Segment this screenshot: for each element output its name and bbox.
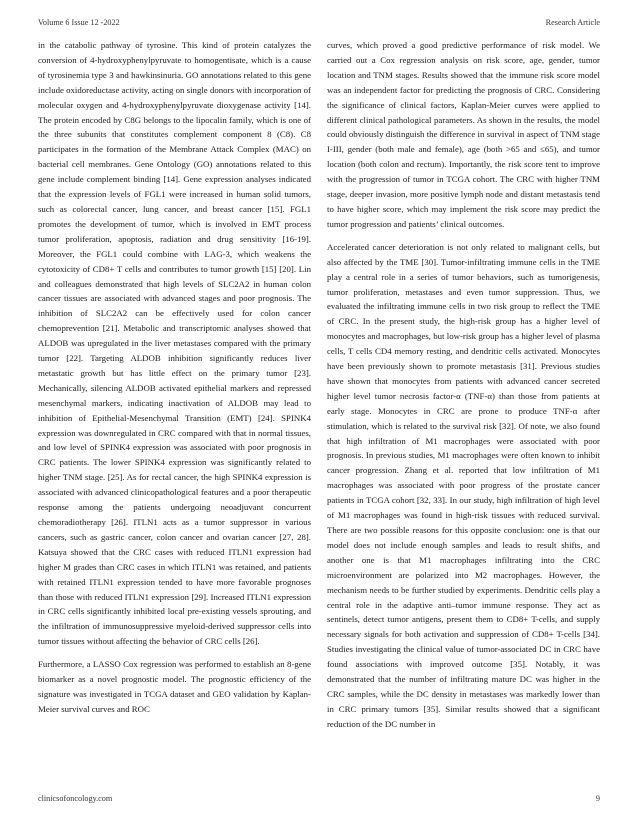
left-column bbox=[38, 38, 311, 725]
article-type: Research Article bbox=[545, 18, 600, 27]
right-paragraph-1: curves, which proved a good predictive performance of risk model. We carried out a Cox regression analysis on risk score, age, gender, tumor location and TNM stages. Results showed that the immune risk score model was an independent factor for predicting the prognosis of CRC. Considering the significance of clinical factors, Kaplan-Meier curves were applied to different clinical pathological parameters. As shown in the results, the model could obviously distinguish the difference in survival in aspect of TNM stage I-III, gender (both male and female), age (both >65 and ≤65), and tumor location (both colon and rectum). Importantly, the risk score tent to improve with the progression of tumor in TCGA cohort. The CRC with higher TNM stage, deeper invasion, more positive lymph node and distant metastasis tend to have higher score, which may implement the risk score may predict the tumor progression and patients’ clinical outcomes. bbox=[327, 40, 600, 229]
left-paragraph-2: Furthermore, a LASSO Cox regression was performed to establish an 8-gene biomarker as a novel prognostic model. The prognostic efficiency of the signature was investigated in TCGA dataset and GEO validation by Kaplan-Meier survival curves and ROC bbox=[38, 659, 311, 714]
page-number: 9 bbox=[595, 794, 600, 803]
page-header bbox=[38, 18, 600, 30]
right-paragraph-2: Accelerated cancer deterioration is not only related to malignant cells, but also affected by the TME [30]. Tumor-infiltrating immune cells in the TME play a central role in a series of tumor behaviors, such as tumorigenesis, tumor proliferation, metastases and even tumor suppression. Thus, we evaluated the infiltrating immune cells in two risk group to reflect the TME of CRC. In the present study, the high-risk group has a higher level of monocytes and macrophages, but low-risk group has a higher level of plasma cells, T cells CD4 memory resting, and dendritic cells activated. Monocytes have been previously shown to promote metastasis [31]. Previous studies have shown that monocytes from patients with advanced cancer secreted higher level tumor necrosis factor-α (TNF-α) than those from patients at early stage. Monocytes in CRC are prone to produce TNF-α after stimulation, which is related to the survival risk [32]. Of note, we also found that high infiltration of M1 macrophages were associated with poor prognosis. In previous studies, M1 macrophages were often known to inhibit cancer progression. Zhang et al. reported that low infiltration of M1 macrophages was associated with poor progress of the prostate cancer patients in TCGA cohort [32, 33]. In our study, high infiltration of high level of M1 macrophages was found in high-risk tissues with reduced survival. There are two possible reasons for this opposite conclusion: one is that our model does not include enough samples and leads to result shifts, and another one is that M1 macrophages infiltrating into the CRC microenvironment are polarized into M2 macrophages. However, the mechanism needs to be further studied by experiments. Dendritic cells play a central role in the adaptive anti–tumor immune response. They act as sentinels, detect tumor antigens, present them to CD8+ T-cells, and supply necessary signals for both activation and suppression of CD8+ T-cells [34]. Studies investigating the clinical value of tumor-associated DC in CRC have found associations with improved outcome [35]. Notably, it was demonstrated that the number of infiltrating mature DC was higher in the CRC samples, while the DC density in metastases was markedly lower than in CRC primary tumors [35]. Similar results showed that a significant reduction of the DC number in bbox=[327, 241, 600, 729]
volume-issue: Volume 6 Issue 12 -2022 bbox=[38, 18, 120, 27]
left-paragraph-1: in the catabolic pathway of tyrosine. This kind of protein catalyzes the conversion of 4-hydroxyphenylpyruvate to homogentisate, which is a cause of tyrosinemia type 3 and hawkinsinuria. GO annotations related to this gene include oxidoreductase activity, acting on single donors with incorporation of molecular oxygen and 4-hydroxyphenylpyruvate dioxygenase activity [14]. The protein encoded by C8G belongs to the lipocalin family, which is one of the three subunits that constitutes complement component 8 (C8). C8 participates in the formation of the Membrane Attack Complex (MAC) on bacterial cell membranes. Gene Ontology (GO) annotations related to this gene include complement binding [14]. Gene expression analyses indicated that the expression levels of FGL1 were increased in human solid tumors, such as colorectal cancer, lung cancer, and breast cancer [15]. FGL1 promotes the development of tumor, which is involved in EMT process tumor proliferation, apoptosis, radiation and drug sensitivity [16-19]. Moreover, the FGL1 could combine with LAG-3, which weakens the cytotoxicity of CD8+ T cells and contributes to tumor growth [15] [20]. Lin and colleagues demonstrated that high levels of SLC2A2 in human colon cancer tissues are associated with advanced stages and poor prognosis. The inhibition of SLC2A2 can be effectively used for colon cancer chemoprevention [21]. Metabolic and transcriptomic analyses showed that ALDOB was upregulated in the liver metastases compared with the primary tumor [22]. Targeting ALDOB inhibition significantly reduces liver metastatic growth but has little effect on the primary tumor [23]. Mechanically, silencing ALDOB activated epithelial markers and repressed mesenchymal markers, indicating inactivation of ALDOB may lead to inhibition of Epithelial-Mesenchymal Transition (EMT) [24]. SPINK4 expression was downregulated in CRC compared with that in normal tissues, and low level of SPINK4 expression was associated with poor prognosis in CRC patients. The lower SPINK4 expression was significantly related to higher TNM stage. [25]. As for rectal cancer, the high SPINK4 expression is associated with advanced clinicopathological features and a poor therapeutic response among the patients undergoing neoadjuvant concurrent chemoradiotherapy [26]. ITLN1 acts as a tumor suppressor in various cancers, such as gastric cancer, colon cancer and ovarian cancer [27, 28]. Katsuya showed that the CRC cases with reduced ITLN1 expression had higher M grades than CRC cases in which ITLN1 was retained, and patients with retained ITLN1 expression tended to have more favorable prognoses than those with reduced ITLN1 expression [29]. Increased ITLN1 expression in CRC cells significantly inhibited local pre-existing vessels sprouting, and the infiltration of immunosuppressive myeloid-derived suppressor cells into tumor tissues without affecting the behavior of CRC cells [26]. bbox=[38, 40, 311, 647]
page-footer bbox=[38, 794, 600, 806]
journal-site: clinicsofoncology.com bbox=[38, 794, 113, 803]
right-column bbox=[327, 38, 600, 740]
